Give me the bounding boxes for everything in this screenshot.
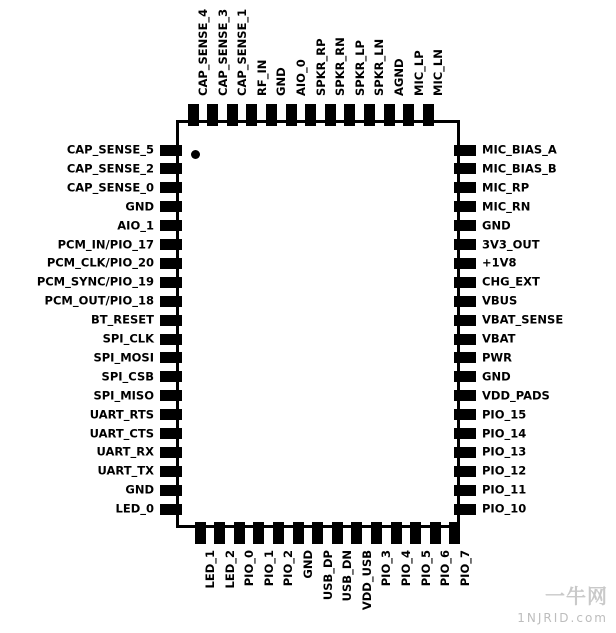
pin-label-right-12: PWR <box>482 350 512 365</box>
pad-bottom-5 <box>273 522 284 544</box>
pin-label-right-17: PIO_13 <box>482 444 527 459</box>
pin-label-top-2: CAP_SENSE_3 <box>215 8 230 96</box>
pad-left-14 <box>160 390 182 401</box>
pin-label-bottom-9: VDD_USB <box>359 550 374 611</box>
chip-package-outline <box>176 120 460 528</box>
pad-right-12 <box>454 352 476 363</box>
pad-left-17 <box>160 447 182 458</box>
pin-label-left-16: UART_CTS <box>89 426 154 440</box>
pad-right-2 <box>454 163 476 174</box>
pin-label-right-16: PIO_14 <box>482 426 527 440</box>
pad-top-1 <box>188 104 199 126</box>
pad-left-10 <box>160 315 182 326</box>
pad-bottom-10 <box>371 522 382 544</box>
pin-label-right-9: VBUS <box>482 293 518 308</box>
pin-label-bottom-6: GND <box>301 550 315 579</box>
pin-label-right-8: CHG_EXT <box>482 274 540 289</box>
pin-label-right-5: GND <box>482 218 511 233</box>
pin-label-bottom-5: PIO_2 <box>281 550 296 587</box>
pin-label-bottom-10: PIO_3 <box>379 550 394 587</box>
pin-label-top-4: RF_IN <box>254 59 269 96</box>
pin-label-right-14: VDD_PADS <box>482 388 550 403</box>
pin-label-left-2: CAP_SENSE_2 <box>66 161 154 176</box>
pad-right-16 <box>454 428 476 439</box>
pad-top-7 <box>305 104 316 126</box>
pin-label-left-8: PCM_SYNC/PIO_19 <box>36 274 154 289</box>
pad-left-8 <box>160 277 182 288</box>
pin-label-top-3: CAP_SENSE_1 <box>235 8 250 96</box>
pad-right-20 <box>454 504 476 515</box>
pad-left-7 <box>160 258 182 269</box>
pad-bottom-3 <box>234 522 245 544</box>
pin-label-bottom-13: PIO_6 <box>438 550 453 587</box>
pin-label-left-4: GND <box>125 199 154 214</box>
pad-left-9 <box>160 296 182 307</box>
pad-right-14 <box>454 390 476 401</box>
pin-label-left-19: GND <box>125 482 154 497</box>
pin-label-top-5: GND <box>274 67 289 96</box>
pad-left-18 <box>160 466 182 477</box>
pad-bottom-4 <box>253 522 264 544</box>
pad-top-8 <box>325 104 336 126</box>
pin-label-right-3: MIC_RP <box>482 180 530 195</box>
pad-right-6 <box>454 239 476 250</box>
pin-label-left-18: UART_TX <box>97 463 154 478</box>
pin-label-left-7: PCM_CLK/PIO_20 <box>46 255 154 270</box>
pin-label-left-10: BT_RESET <box>90 312 154 327</box>
pin-label-left-6: PCM_IN/PIO_17 <box>57 237 154 251</box>
pin-label-top-11: AGND <box>392 58 406 96</box>
pad-right-4 <box>454 201 476 212</box>
pin-label-left-3: CAP_SENSE_0 <box>66 180 154 195</box>
pad-left-4 <box>160 201 182 212</box>
pin-label-left-13: SPI_CSB <box>101 369 154 384</box>
pin-label-top-13: MIC_LN <box>431 49 446 96</box>
pin-label-right-4: MIC_RN <box>482 199 531 214</box>
pin-label-bottom-3: PIO_0 <box>242 550 257 587</box>
pad-bottom-14 <box>449 522 460 544</box>
pad-right-3 <box>454 182 476 193</box>
pin-label-top-6: AIO_0 <box>294 59 308 96</box>
pin-label-right-6: 3V3_OUT <box>482 237 540 251</box>
pin-label-right-11: VBAT <box>482 331 516 346</box>
pad-top-2 <box>207 104 218 126</box>
pin-label-left-17: UART_RX <box>96 444 154 459</box>
pad-right-11 <box>454 334 476 345</box>
pin-label-right-18: PIO_12 <box>482 463 527 478</box>
pad-bottom-7 <box>312 522 323 544</box>
pad-top-12 <box>403 104 414 126</box>
pad-right-13 <box>454 371 476 382</box>
pad-left-5 <box>160 220 182 231</box>
pad-right-9 <box>454 296 476 307</box>
pad-left-20 <box>160 504 182 515</box>
pad-right-10 <box>454 315 476 326</box>
pad-top-13 <box>423 104 434 126</box>
pin-label-right-7: +1V8 <box>482 255 517 270</box>
pad-right-7 <box>454 258 476 269</box>
pin-label-top-9: SPKR_LP <box>352 40 367 96</box>
pad-left-13 <box>160 371 182 382</box>
pin-label-left-12: SPI_MOSI <box>93 350 154 365</box>
pad-top-9 <box>344 104 355 126</box>
pin-label-bottom-7: USB_DP <box>320 550 335 601</box>
pin-label-left-14: SPI_MISO <box>93 388 154 403</box>
pad-left-15 <box>160 409 182 420</box>
pad-right-18 <box>454 466 476 477</box>
pad-left-19 <box>160 485 182 496</box>
pad-right-5 <box>454 220 476 231</box>
pin-label-left-20: LED_0 <box>115 501 154 516</box>
pad-right-1 <box>454 145 476 156</box>
pad-bottom-9 <box>351 522 362 544</box>
pin-label-bottom-11: PIO_4 <box>399 550 413 587</box>
pad-right-19 <box>454 485 476 496</box>
pin-label-left-15: UART_RTS <box>89 407 154 422</box>
pad-top-4 <box>246 104 257 126</box>
pad-left-11 <box>160 334 182 345</box>
pad-bottom-8 <box>332 522 343 544</box>
pin-label-top-12: MIC_LP <box>411 50 426 96</box>
pad-right-8 <box>454 277 476 288</box>
pin-label-right-15: PIO_15 <box>482 407 527 422</box>
pin-label-bottom-14: PIO_7 <box>457 550 472 587</box>
pin-label-left-9: PCM_OUT/PIO_18 <box>44 293 154 308</box>
watermark-chinese: 一牛网 <box>545 584 608 608</box>
pad-right-17 <box>454 447 476 458</box>
pin-label-bottom-1: LED_1 <box>203 550 217 589</box>
pad-left-2 <box>160 163 182 174</box>
pad-left-12 <box>160 352 182 363</box>
pin-label-right-1: MIC_BIAS_A <box>482 142 557 157</box>
pad-top-6 <box>286 104 297 126</box>
pad-bottom-13 <box>430 522 441 544</box>
pin-label-top-7: SPKR_RP <box>313 38 328 96</box>
pin-label-right-20: PIO_10 <box>482 501 527 516</box>
pin-label-bottom-4: PIO_1 <box>261 550 276 587</box>
pad-bottom-1 <box>195 522 206 544</box>
pin-label-left-1: CAP_SENSE_5 <box>66 142 154 157</box>
pad-left-16 <box>160 428 182 439</box>
pin-label-right-2: MIC_BIAS_B <box>482 161 557 176</box>
pin-label-top-8: SPKR_RN <box>333 37 348 96</box>
pad-top-3 <box>227 104 238 126</box>
pin-label-bottom-12: PIO_5 <box>418 550 433 587</box>
pin-label-bottom-8: USB_DN <box>340 550 355 602</box>
pad-right-15 <box>454 409 476 420</box>
pad-bottom-2 <box>214 522 225 544</box>
watermark-latin: 1NJRID.com <box>517 611 608 625</box>
pad-top-10 <box>364 104 375 126</box>
pin1-marker-dot <box>191 150 200 159</box>
pad-top-11 <box>384 104 395 126</box>
pin-label-top-10: SPKR_LN <box>372 38 387 96</box>
pin-label-right-19: PIO_11 <box>482 482 527 497</box>
pad-bottom-12 <box>410 522 421 544</box>
pad-left-6 <box>160 239 182 250</box>
pin-label-right-13: GND <box>482 369 511 384</box>
pin-label-left-5: AIO_1 <box>117 218 154 233</box>
pad-bottom-11 <box>391 522 402 544</box>
pad-left-3 <box>160 182 182 193</box>
pin-label-left-11: SPI_CLK <box>102 331 154 346</box>
pin-label-bottom-2: LED_2 <box>222 550 237 589</box>
pad-left-1 <box>160 145 182 156</box>
pin-label-top-1: CAP_SENSE_4 <box>196 8 210 96</box>
pad-top-5 <box>266 104 277 126</box>
pin-label-right-10: VBAT_SENSE <box>482 312 564 327</box>
pad-bottom-6 <box>293 522 304 544</box>
